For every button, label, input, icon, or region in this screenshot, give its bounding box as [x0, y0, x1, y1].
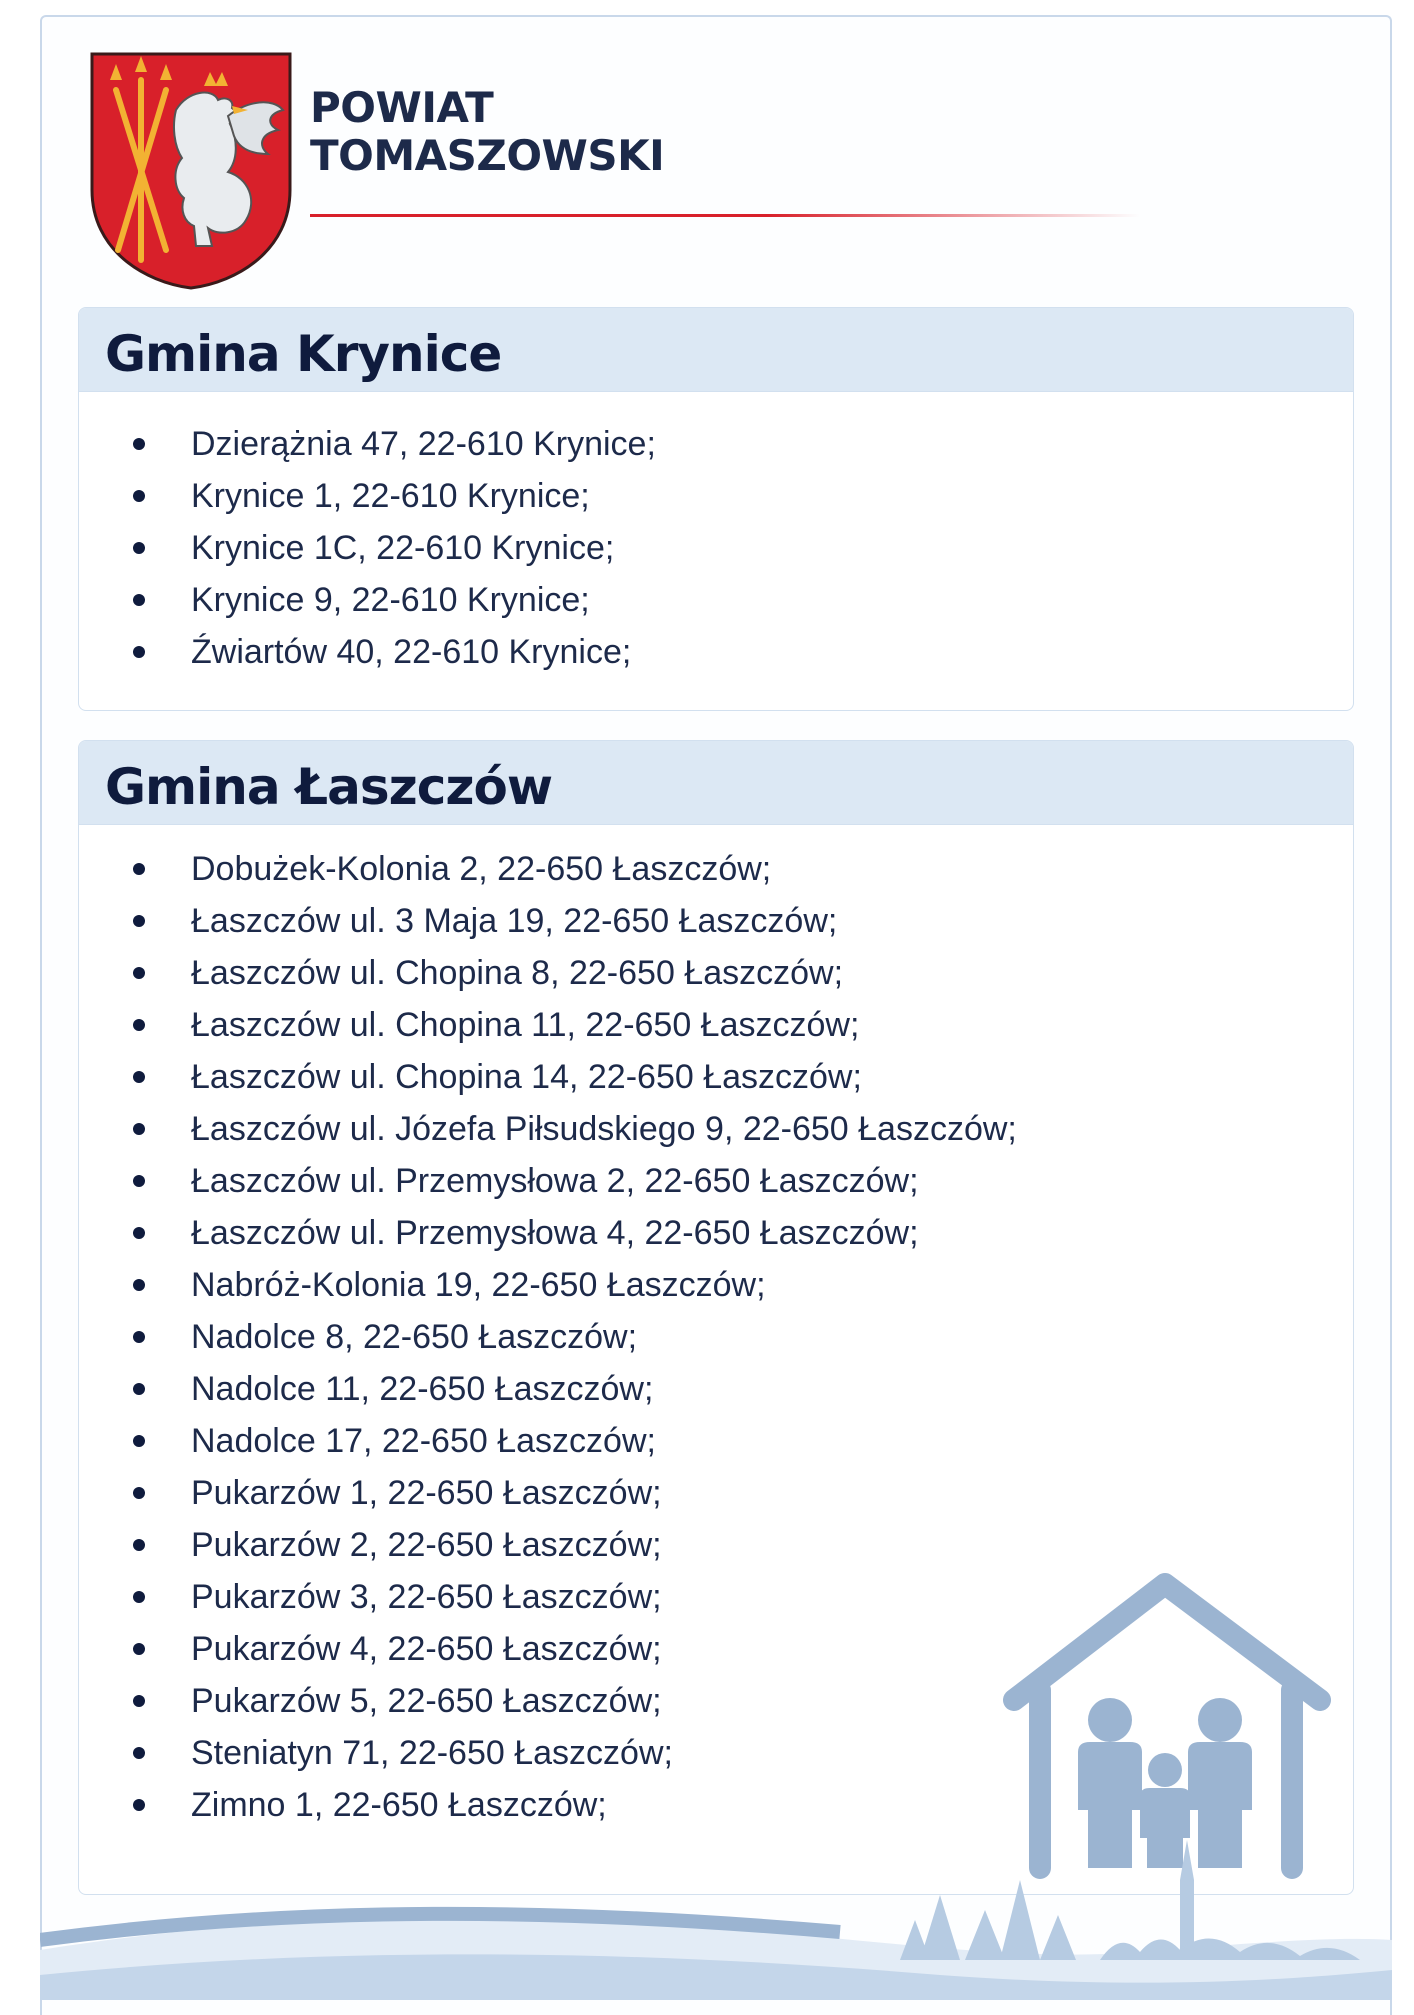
house-family-icon	[1000, 1570, 1340, 1880]
bullet-icon	[133, 1539, 145, 1551]
brand-block	[310, 84, 664, 180]
bullet-icon	[133, 1747, 145, 1759]
bullet-icon	[133, 1279, 145, 1291]
bullet-icon	[133, 438, 145, 450]
bullet-icon	[133, 967, 145, 979]
bullet-icon	[133, 1175, 145, 1187]
brand-line-2: TOMASZOWSKI	[310, 131, 665, 180]
bullet-icon	[133, 1799, 145, 1811]
bullet-icon	[133, 1695, 145, 1707]
section-header	[79, 308, 1353, 392]
bullet-icon	[133, 1487, 145, 1499]
section-gmina-laszczow: Gmina Łaszczów Dobużek-Kolonia 2, 22-650 Łaszczów; Łaszczów ul. 3 Maja 19, 22-650 Łaszczów; Łaszczów ul. Chopina 8, 22-650 Łaszczów; Łaszczów ul. Chopina 11, 22-650 Łaszczów; Łaszczów ul. Chopina 14, 22-650 Łaszczów; Łaszczów ul. Józefa Piłsudskiego 9, 22-650 Łaszczów; Łaszczów ul. Przemysłowa 2, 22-650 Łaszczów; Łaszczów ul. Przemysłowa 4, 22-650 Łaszczów; Nabróż-Kolonia 19, 22-650 Łaszczów; Nadolce 8, 22-650 Łaszczów; Nadolce 11, 22-650 Łaszczów; Nadolce 17, 22-650 Łaszczów; Pukarzów 1, 22-650 Łaszczów; Pukarzów 2, 22-650 Łaszczów; Pukarzów 3, 22-650 Łaszczów; Pukarzów 4, 22-650 Łaszczów; Pukarzów 5, 22-650 Łaszczów; Steniatyn 71, 22-650 Łaszczów; Zimno 1, 22-650 Łaszczów;	[78, 740, 1354, 1895]
section-gmina-krynice: Gmina Krynice Dzierążnia 47, 22-610 Krynice; Krynice 1, 22-610 Krynice; Krynice 1C, 22-610 Krynice; Krynice 9, 22-610 Krynice; Źwiartów 40, 22-610 Krynice;	[78, 307, 1354, 711]
bullet-icon	[133, 542, 145, 554]
bullet-icon	[133, 490, 145, 502]
bullet-icon	[133, 1591, 145, 1603]
brand-line-1: POWIAT	[310, 83, 494, 132]
bullet-icon	[133, 1331, 145, 1343]
section-title: Gmina Krynice	[105, 325, 502, 383]
bullet-icon	[133, 863, 145, 875]
bullet-icon	[133, 915, 145, 927]
bullet-icon	[133, 1019, 145, 1031]
bullet-icon	[133, 1643, 145, 1655]
bullet-icon	[133, 646, 145, 658]
landscape-decoration	[40, 1840, 1392, 2000]
bullet-icon	[133, 1071, 145, 1083]
brand-divider	[310, 214, 1140, 217]
bullet-icon	[133, 594, 145, 606]
bullet-icon	[133, 1123, 145, 1135]
coat-of-arms-icon	[88, 50, 294, 290]
bullet-icon	[133, 1227, 145, 1239]
section-title: Gmina Łaszczów	[105, 758, 553, 816]
bullet-icon	[133, 1383, 145, 1395]
section-header	[79, 741, 1353, 825]
bullet-icon	[133, 1435, 145, 1447]
